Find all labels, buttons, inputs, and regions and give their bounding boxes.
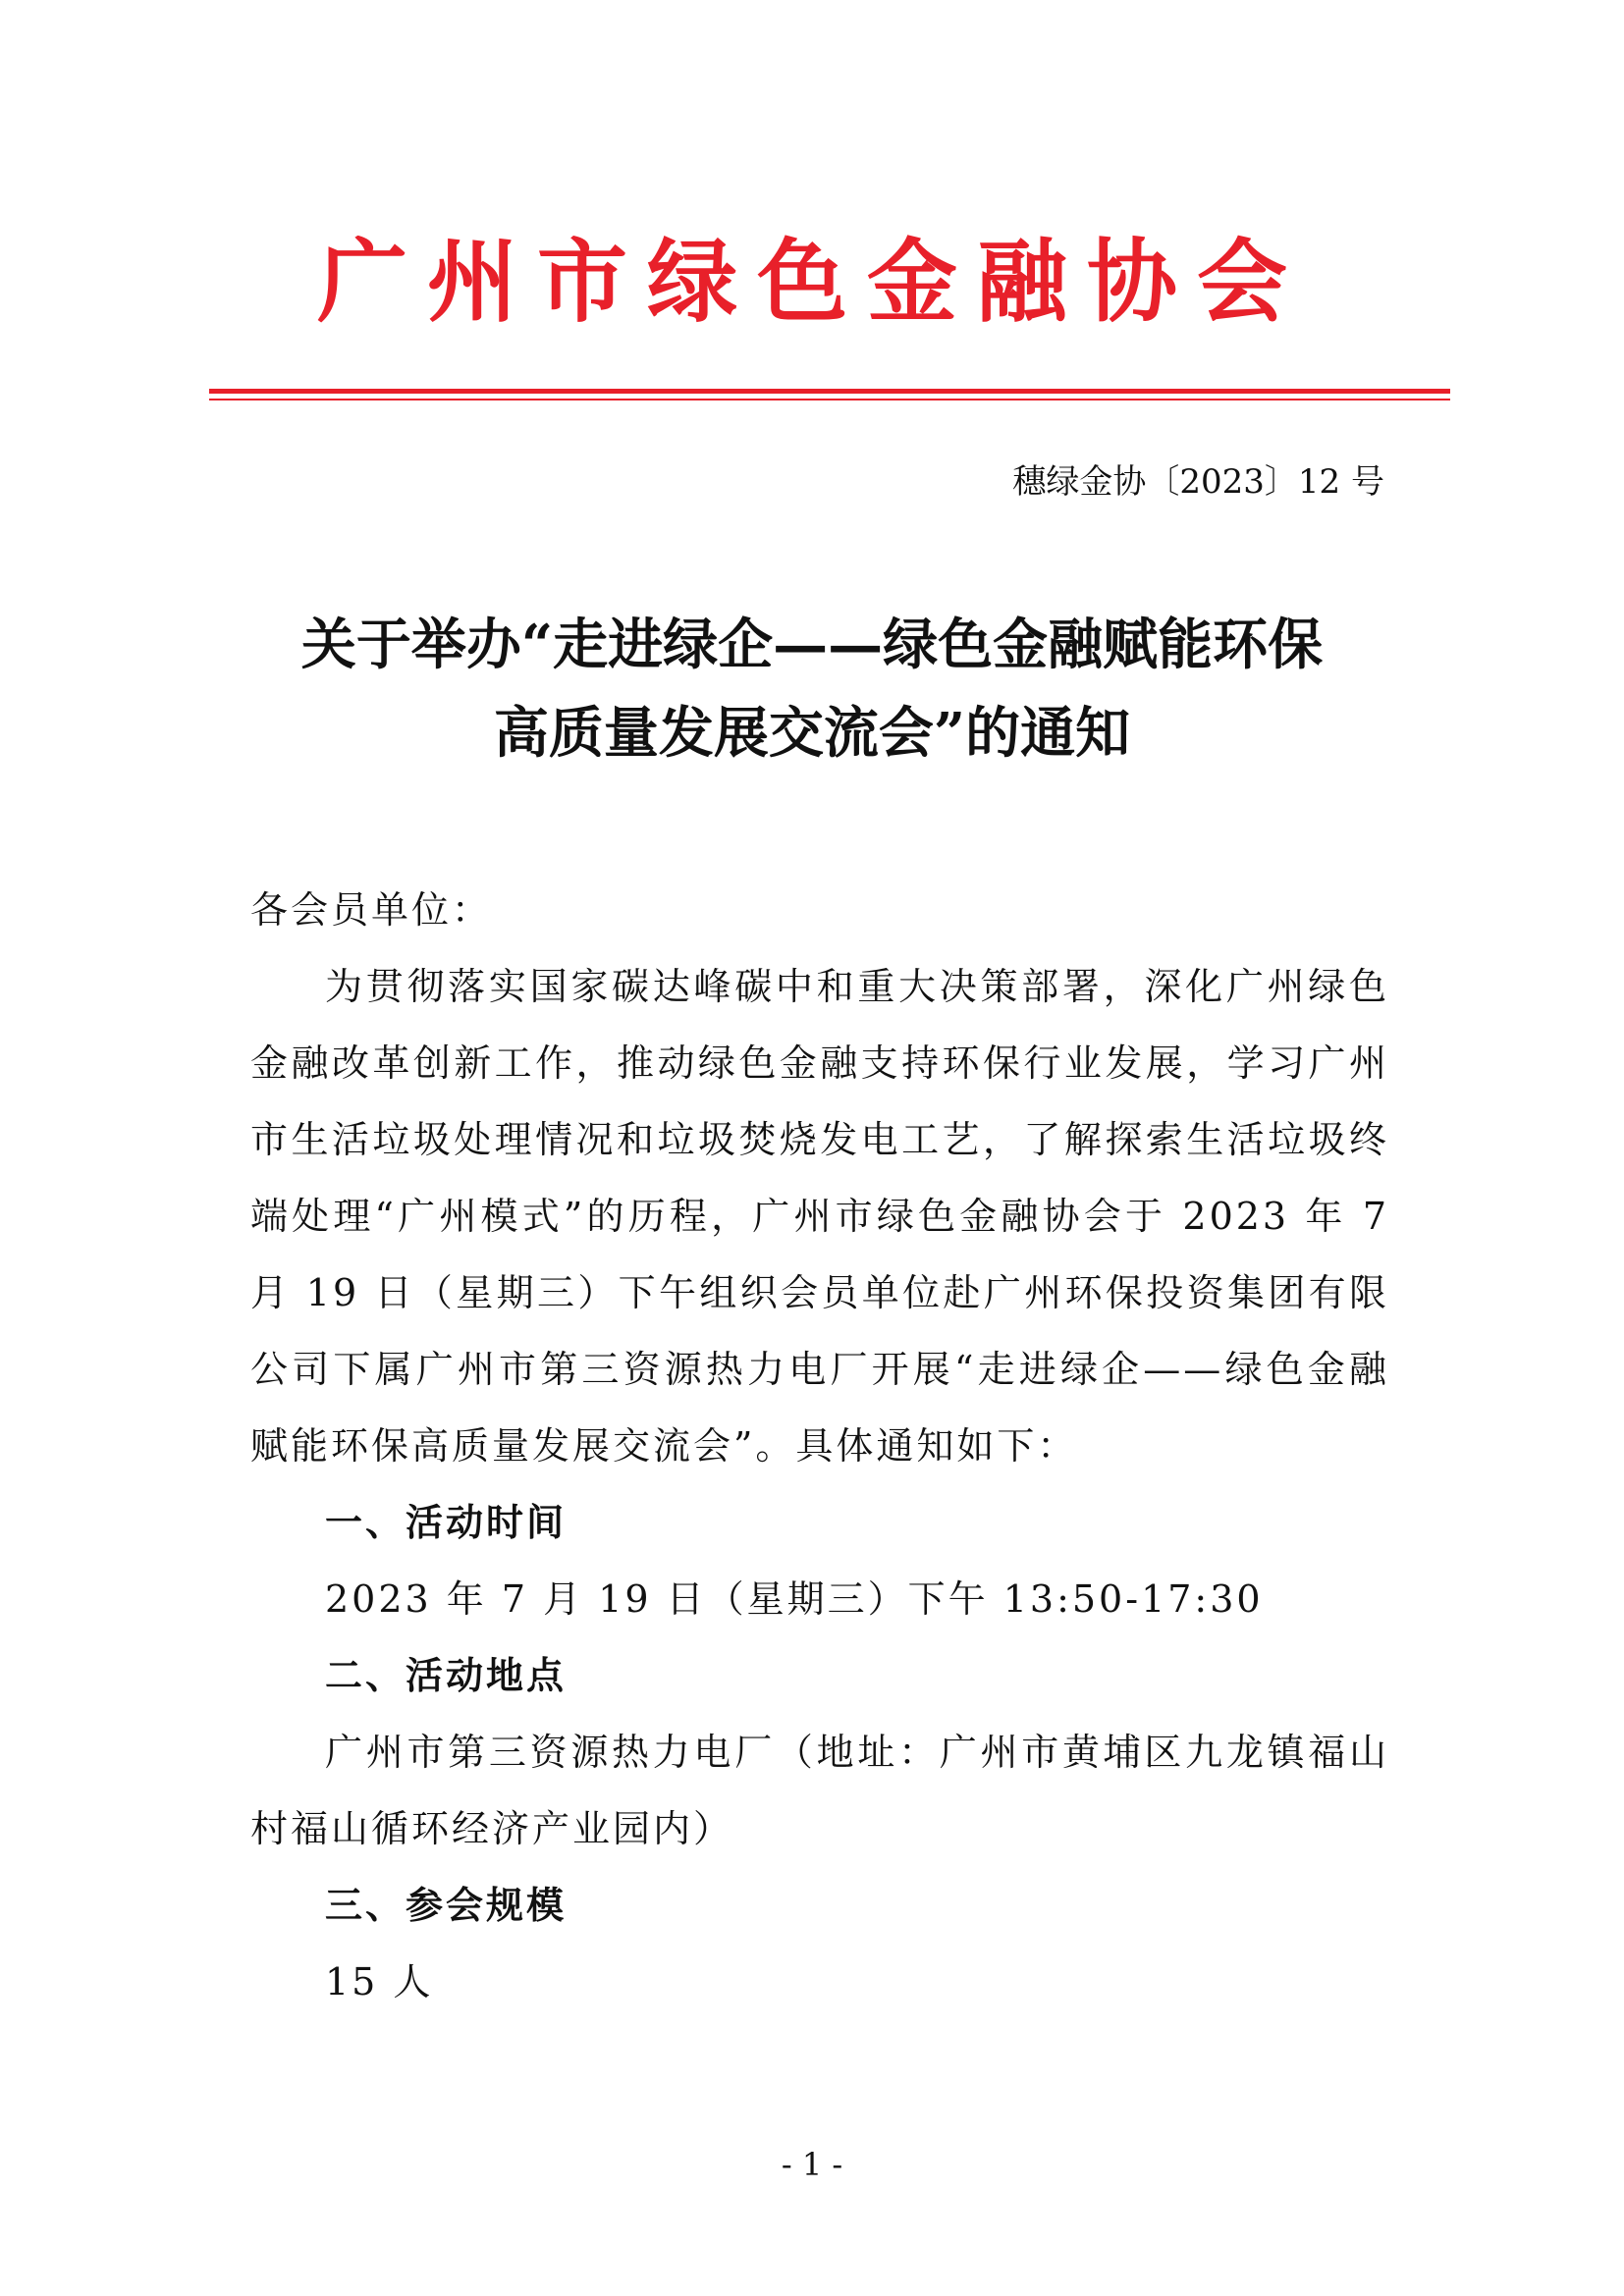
intro-paragraph: 为贯彻落实国家碳达峰碳中和重大决策部署，深化广州绿色金融改革创新工作，推动绿色金融支持环保行业发展，学习广州市生活垃圾处理情况和垃圾焚烧发电工艺，了解探索生活垃圾终端处理“广州模式”的历程，广州市绿色金融协会于 2023 年 7 月 19 日（星期三）下午组织会员单位赴广州环保投资集团有限公司下属广州市第三资源热力电厂开展“走进绿企——绿色金融赋能环保高质量发展交流会”。具体通知如下： bbox=[250, 965, 1389, 1468]
page-number: - 1 - bbox=[781, 2146, 843, 2183]
notice-title-line-2: 高质量发展交流会”的通知 bbox=[493, 701, 1131, 766]
notice-body bbox=[250, 872, 1389, 2020]
salutation: 各会员单位： bbox=[250, 888, 493, 932]
section-content-location: 广州市第三资源热力电厂（地址：广州市黄埔区九龙镇福山村福山循环经济产业园内） bbox=[250, 1731, 1389, 1850]
document-number: 穗绿金协〔2023〕12 号 bbox=[1012, 462, 1384, 502]
notice-title-line-1: 关于举办“走进绿企——绿色金融赋能环保 bbox=[300, 613, 1324, 677]
notice-title bbox=[196, 601, 1428, 777]
section-content-time: 2023 年 7 月 19 日（星期三）下午 13:50-17:30 bbox=[325, 1577, 1264, 1621]
section-heading-location: 二、活动地点 bbox=[325, 1654, 568, 1697]
section-heading-scale: 三、参会规模 bbox=[325, 1884, 568, 1927]
letterhead-red-rule-thin bbox=[209, 399, 1450, 400]
section-content-scale: 15 人 bbox=[325, 1960, 434, 2003]
organization-letterhead: 广州市绿色金融协会 bbox=[316, 230, 1307, 335]
section-heading-time: 一、活动时间 bbox=[325, 1501, 568, 1544]
letterhead-red-rule-thick bbox=[209, 389, 1450, 394]
